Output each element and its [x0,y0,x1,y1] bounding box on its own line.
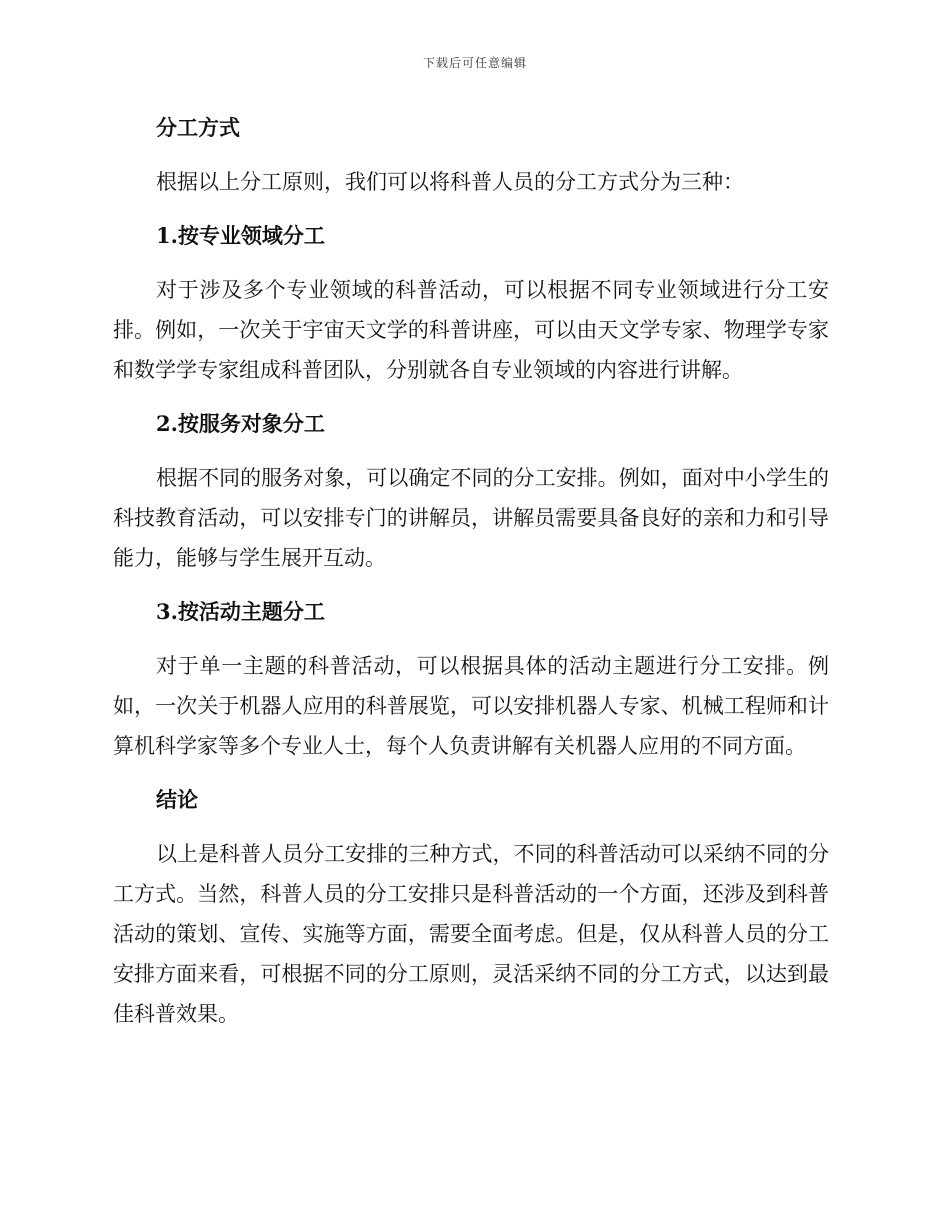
header-note: 下载后可任意编辑 [422,56,527,70]
section-body-1: 对于涉及多个专业领域的科普活动，可以根据不同专业领域进行分工安排。例如，一次关于宇宙天文学的科普讲座，可以由天文学专家、物理学专家和数学学专家组成科普团队，分别就各自专业领域的内容进行讲解。 [113,278,829,382]
section-heading-1: 1.按专业领域分工 [156,223,325,248]
section-body-2: 根据不同的服务对象，可以确定不同的分工安排。例如，面对中小学生的科技教育活动，可以安排专门的讲解员，讲解员需要具备良好的亲和力和引导能力，能够与学生展开互动。 [113,466,829,570]
conclusion-paragraph: 以上是科普人员分工安排的三种方式，不同的科普活动可以采纳不同的分工方式。当然，科普人员的分工安排只是科普活动的一个方面，还涉及到科普活动的策划、宣传、实施等方面，需要全面考虑。但是，仅从科普人员的分工安排方面来看，可根据不同的分工原则，灵活采纳不同的分工方式，以达到最佳科普效果。 [113,842,829,1026]
section-body-3: 对于单一主题的科普活动，可以根据具体的活动主题进行分工安排。例如，一次关于机器人应用的科普展览，可以安排机器人专家、机械工程师和计算机科学家等多个专业人士，每个人负责讲解有关机器人应用的不同方面。 [113,654,829,758]
section-heading-2: 2.按服务对象分工 [156,411,325,436]
section-heading-method: 分工方式 [156,115,240,140]
intro-paragraph: 根据以上分工原则，我们可以将科普人员的分工方式分为三种： [156,170,744,194]
section-heading-conclusion: 结论 [156,787,198,812]
document-body [113,108,829,1034]
section-heading-3: 3.按活动主题分工 [156,599,325,624]
